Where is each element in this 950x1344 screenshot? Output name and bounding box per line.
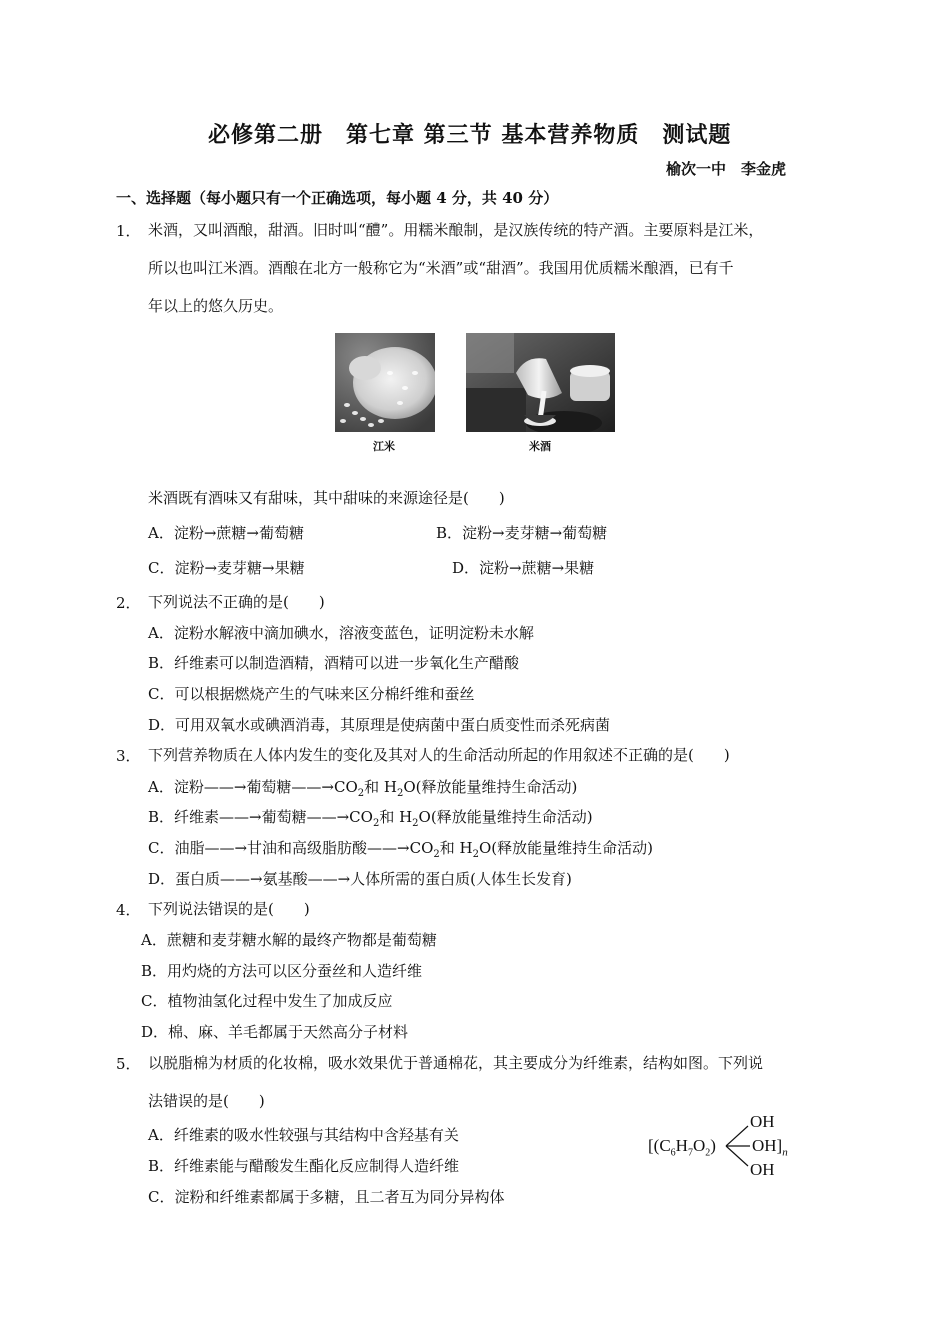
q3-number: 3．	[116, 747, 141, 765]
q4-number: 4．	[116, 901, 141, 919]
q3-option-c: C．油脂——→甘油和高级脂肪酸$——\to CO_2$和 $H_2O$(释放能量维持生命活动)	[148, 839, 654, 860]
rice-wine-caption: 米酒	[529, 440, 551, 453]
q2-stem: 下列说法不正确的是( )	[148, 593, 325, 611]
q2-number: 2．	[116, 594, 141, 612]
q3-option-d: D．蛋白质——→氨基酸——→人体所需的蛋白质(人体生长发育)	[148, 870, 572, 888]
rice-photo	[335, 333, 435, 432]
q4-option-d: D．棉、麻、羊毛都属于天然高分子材料	[141, 1023, 409, 1041]
q4-option-a: A．蔗糖和麦芽糖水解的最终产物都是葡萄糖	[141, 931, 437, 949]
q3-stem: 下列营养物质在人体内发生的变化及其对人的生命活动所起的作用叙述不正确的是( )	[148, 746, 730, 764]
q2-option-c: C．可以根据燃烧产生的气味来区分棉纤维和蚕丝	[148, 685, 475, 703]
q5-number: 5．	[116, 1055, 141, 1073]
q1-number: 1．	[116, 222, 141, 240]
q1-option-c: C．淀粉→麦芽糖→果糖	[148, 559, 305, 577]
q5-option-b: B．纤维素能与醋酸发生酯化反应制得人造纤维	[148, 1157, 460, 1175]
q4-option-b: B．用灼烧的方法可以区分蚕丝和人造纤维	[141, 962, 423, 980]
author: 榆次一中 李金虎	[666, 160, 787, 178]
section-heading: 一、选择题（每小题只有一个正确选项，每小题 4 分，共 40 分）	[116, 189, 559, 207]
q2-option-b: B．纤维素可以制造酒精，酒精可以进一步氧化生产醋酸	[148, 654, 520, 672]
q1-text-line3: 年以上的悠久历史。	[148, 297, 284, 315]
q1-stem: 米酒既有酒味又有甜味，其中甜味的来源途径是( )	[148, 489, 505, 507]
q1-option-a: A．淀粉→蔗糖→葡萄糖	[148, 524, 304, 542]
q1-option-b: B．淀粉→麦芽糖→葡萄糖	[436, 524, 608, 542]
q2-option-d: D．可用双氧水或碘酒消毒，其原理是使病菌中蛋白质变性而杀死病菌	[148, 716, 611, 734]
formula-oh-mid: $OH]_n$	[752, 1136, 788, 1159]
q3-option-a: A．淀粉——→葡萄糖$——\to CO_2$和 $H_2O$(释放能量维持生命活动)	[148, 778, 578, 799]
formula-oh-bottom: OH	[750, 1160, 775, 1179]
page-title: 必修第二册 第七章 第三节 基本营养物质 测试题	[208, 122, 732, 148]
q1-option-d: D．淀粉→蔗糖→果糖	[452, 559, 595, 577]
cellulose-structure	[648, 1108, 788, 1184]
q5-text-line1: 以脱脂棉为材质的化妆棉，吸水效果优于普通棉花，其主要成分为纤维素，结构如图。下列说	[148, 1054, 764, 1072]
rice-caption: 江米	[373, 440, 395, 453]
q5-option-a: A．纤维素的吸水性较强与其结构中含羟基有关	[148, 1126, 459, 1144]
q1-text-line2: 所以也叫江米酒。酒酿在北方一般称它为“米酒”或“甜酒”。我国用优质糯米酿酒，已有千	[148, 259, 734, 277]
q2-option-a: A．淀粉水解液中滴加碘水，溶液变蓝色，证明淀粉未水解	[148, 624, 534, 642]
q4-stem: 下列说法错误的是( )	[148, 900, 310, 918]
q3-option-b: B．纤维素——→葡萄糖$——\to CO_2$和 $H_2O$(释放能量维持生命活动)	[148, 808, 593, 829]
q4-option-c: C．植物油氢化过程中发生了加成反应	[141, 992, 393, 1010]
q5-option-c: C．淀粉和纤维素都属于多糖，且二者互为同分异构体	[148, 1188, 505, 1206]
rice-wine-photo	[466, 333, 615, 432]
q1-text-line1: 米酒，又叫酒酿，甜酒。旧时叫“醴”。用糯米酿制，是汉族传统的特产酒。主要原料是江米，	[148, 221, 764, 239]
formula-unit: [$(C_6H_7O_2)$	[648, 1136, 716, 1159]
q5-text-line2: 法错误的是( )	[148, 1092, 265, 1110]
formula-oh-top: OH	[750, 1112, 775, 1131]
